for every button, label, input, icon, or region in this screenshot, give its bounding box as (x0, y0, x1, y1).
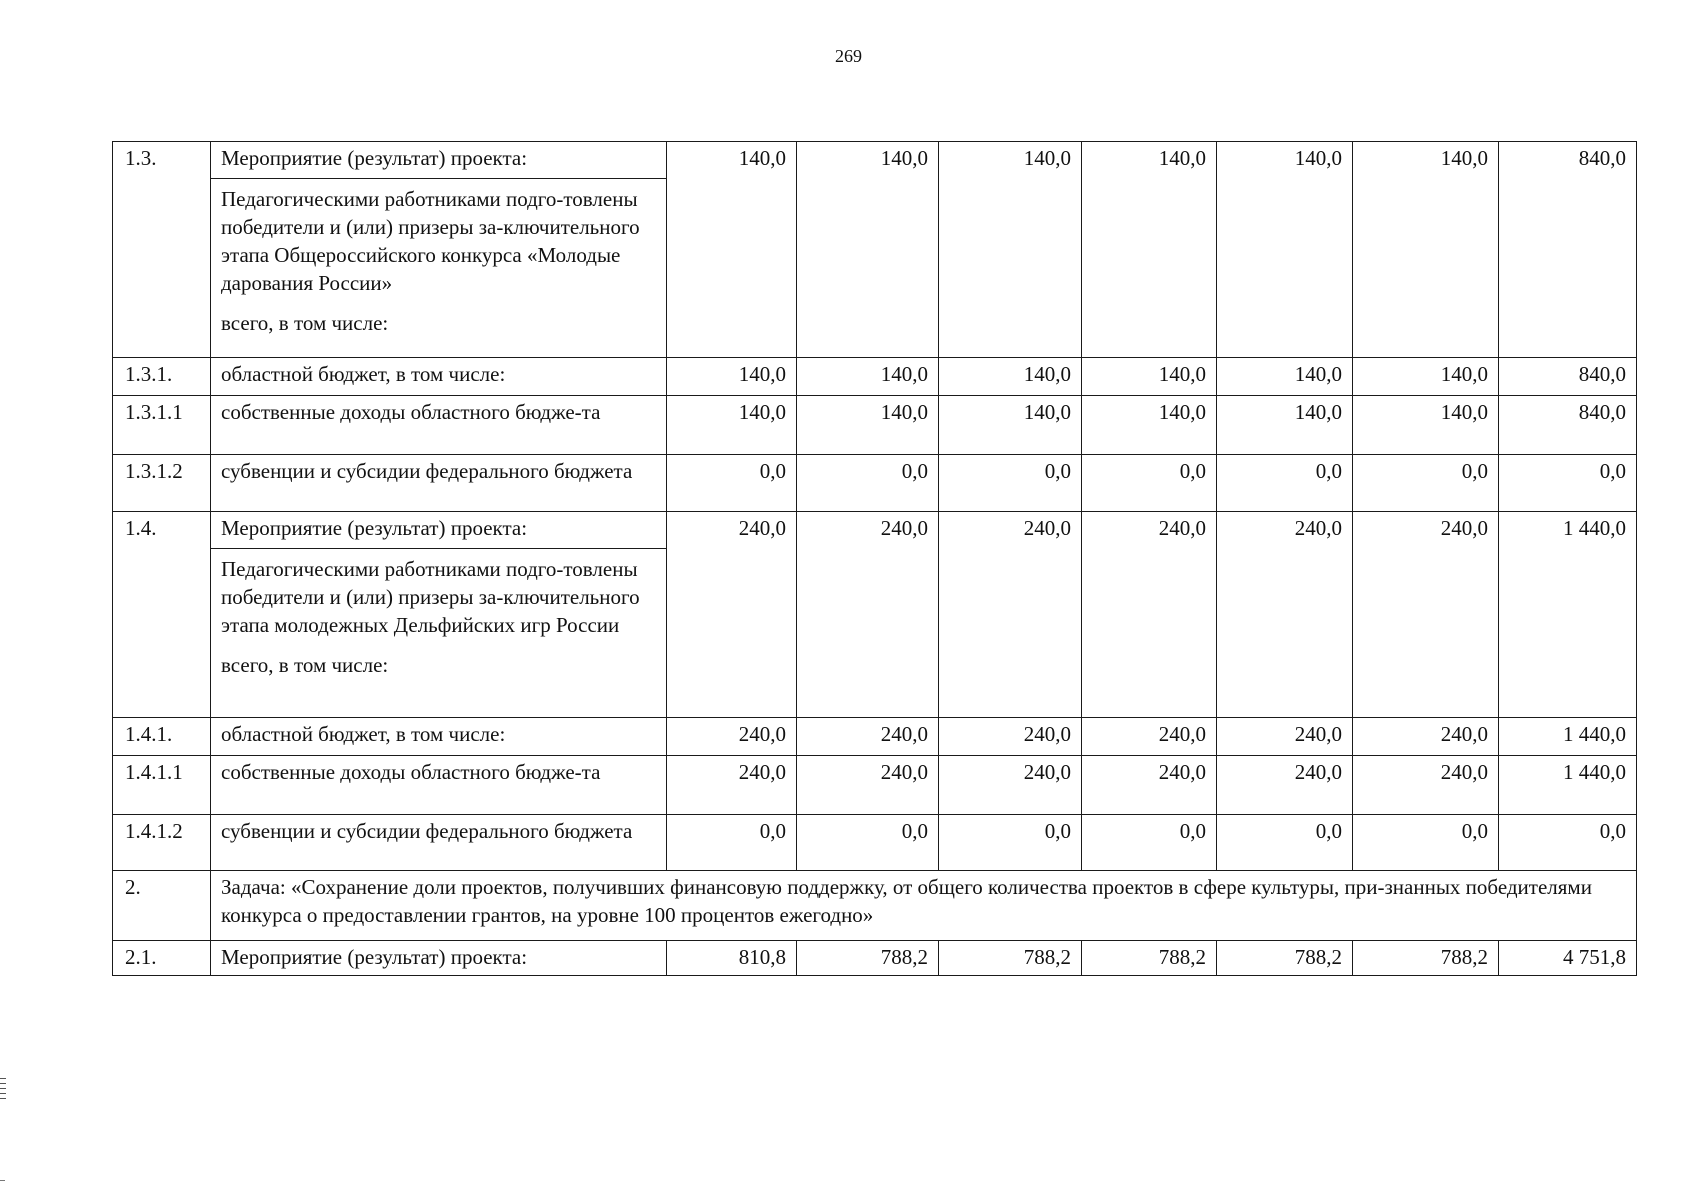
value-cell: 0,0 (939, 455, 1082, 512)
row-code: 2.1. (113, 941, 211, 976)
row-description: Мероприятие (результат) проекта: (211, 941, 667, 976)
value-cell: 240,0 (797, 756, 939, 815)
row-code: 2. (113, 871, 211, 941)
row-description: субвенции и субсидии федерального бюджета (211, 455, 667, 512)
value-cell: 240,0 (1353, 756, 1499, 815)
value-cell: 0,0 (1082, 455, 1217, 512)
row-code: 1.3. (113, 142, 211, 358)
page-number: 269 (835, 46, 862, 66)
value-cell: 140,0 (1082, 142, 1217, 358)
value-cell: 140,0 (1353, 142, 1499, 358)
row-description: собственные доходы областного бюдже-та (211, 396, 667, 455)
table-row (113, 871, 1637, 941)
value-cell: 788,2 (939, 941, 1082, 976)
value-cell: 240,0 (1217, 512, 1353, 718)
value-cell: 0,0 (797, 815, 939, 871)
value-cell: 788,2 (1217, 941, 1353, 976)
row-description: собственные доходы областного бюдже-та (211, 756, 667, 815)
total-cell: 1 440,0 (1499, 756, 1637, 815)
value-cell: 140,0 (939, 358, 1082, 396)
row-detail: Педагогическими работниками подго-товлены победители и (или) призеры за-ключительного этапа молодежных Дельфийских игр России (221, 557, 640, 637)
task-description: Задача: «Сохранение доли проектов, получивших финансовую поддержку, от общего количества проектов в сфере культуры, при-знанных победителями конкурса о предоставлении грантов, на уровне 100 процентов ежегодно» (211, 871, 1637, 941)
value-cell: 140,0 (1353, 396, 1499, 455)
value-cell: 240,0 (667, 512, 797, 718)
table-row (113, 358, 1637, 396)
value-cell: 140,0 (797, 358, 939, 396)
row-heading: Мероприятие (результат) проекта: (211, 144, 666, 179)
value-cell: 240,0 (1353, 512, 1499, 718)
table-row (113, 455, 1637, 512)
table-row (113, 815, 1637, 871)
value-cell: 0,0 (667, 455, 797, 512)
value-cell: 140,0 (1217, 142, 1353, 358)
table-row (113, 718, 1637, 756)
value-cell: 140,0 (1082, 396, 1217, 455)
value-cell: 140,0 (1217, 396, 1353, 455)
value-cell: 140,0 (1353, 358, 1499, 396)
value-cell: 0,0 (939, 815, 1082, 871)
value-cell: 140,0 (667, 142, 797, 358)
row-description (211, 142, 667, 358)
row-description: областной бюджет, в том числе: (211, 718, 667, 756)
value-cell: 788,2 (797, 941, 939, 976)
row-code: 1.3.1. (113, 358, 211, 396)
row-total-label: всего, в том числе: (221, 311, 389, 335)
edge-mark (0, 1180, 5, 1181)
total-cell: 1 440,0 (1499, 718, 1637, 756)
value-cell: 240,0 (939, 512, 1082, 718)
value-cell: 240,0 (939, 756, 1082, 815)
value-cell: 0,0 (667, 815, 797, 871)
table-row (113, 142, 1637, 358)
table-row (113, 756, 1637, 815)
value-cell: 240,0 (797, 512, 939, 718)
budget-table (112, 141, 1637, 976)
total-cell: 840,0 (1499, 358, 1637, 396)
row-description: областной бюджет, в том числе: (211, 358, 667, 396)
row-code: 1.4.1.1 (113, 756, 211, 815)
row-heading: Мероприятие (результат) проекта: (211, 514, 666, 549)
row-code: 1.3.1.1 (113, 396, 211, 455)
value-cell: 240,0 (667, 756, 797, 815)
value-cell: 240,0 (1217, 756, 1353, 815)
value-cell: 140,0 (797, 396, 939, 455)
value-cell: 0,0 (1217, 815, 1353, 871)
row-description: субвенции и субсидии федерального бюджета (211, 815, 667, 871)
value-cell: 240,0 (1082, 512, 1217, 718)
value-cell: 140,0 (939, 142, 1082, 358)
value-cell: 240,0 (939, 718, 1082, 756)
row-code: 1.4.1.2 (113, 815, 211, 871)
total-cell: 840,0 (1499, 142, 1637, 358)
value-cell: 240,0 (667, 718, 797, 756)
row-code: 1.3.1.2 (113, 455, 211, 512)
value-cell: 140,0 (667, 396, 797, 455)
table-row (113, 512, 1637, 718)
value-cell: 788,2 (1082, 941, 1217, 976)
total-cell: 840,0 (1499, 396, 1637, 455)
value-cell: 140,0 (797, 142, 939, 358)
value-cell: 140,0 (939, 396, 1082, 455)
total-cell: 0,0 (1499, 815, 1637, 871)
value-cell: 240,0 (797, 718, 939, 756)
value-cell: 140,0 (1082, 358, 1217, 396)
row-total-label: всего, в том числе: (221, 653, 389, 677)
value-cell: 140,0 (1217, 358, 1353, 396)
row-code: 1.4.1. (113, 718, 211, 756)
value-cell: 0,0 (1353, 815, 1499, 871)
value-cell: 0,0 (1217, 455, 1353, 512)
value-cell: 140,0 (667, 358, 797, 396)
value-cell: 240,0 (1217, 718, 1353, 756)
value-cell: 240,0 (1353, 718, 1499, 756)
value-cell: 240,0 (1082, 718, 1217, 756)
row-code: 1.4. (113, 512, 211, 718)
total-cell: 1 440,0 (1499, 512, 1637, 718)
row-description (211, 512, 667, 718)
row-detail: Педагогическими работниками подго-товлены победители и (или) призеры за-ключительного этапа Общероссийского конкурса «Молодые дарования России» (221, 187, 640, 295)
total-cell: 0,0 (1499, 455, 1637, 512)
binding-marks (0, 1078, 6, 1103)
value-cell: 0,0 (797, 455, 939, 512)
value-cell: 788,2 (1353, 941, 1499, 976)
value-cell: 0,0 (1082, 815, 1217, 871)
value-cell: 0,0 (1353, 455, 1499, 512)
total-cell: 4 751,8 (1499, 941, 1637, 976)
table-row (113, 396, 1637, 455)
value-cell: 810,8 (667, 941, 797, 976)
value-cell: 240,0 (1082, 756, 1217, 815)
table-row (113, 941, 1637, 976)
